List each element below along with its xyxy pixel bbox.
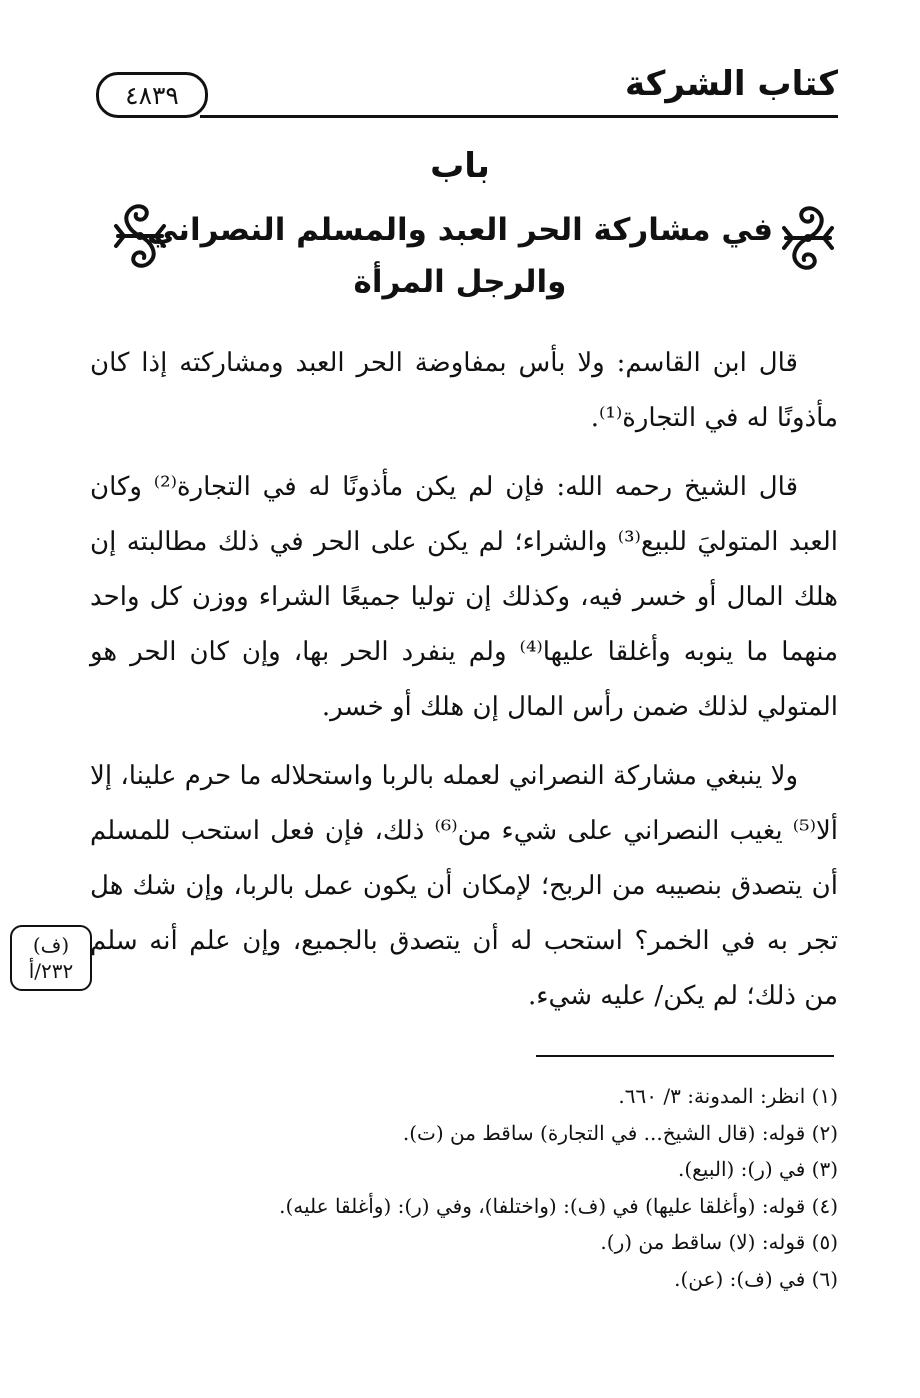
chapter-title-line1: في مشاركة الحر العبد والمسلم النصراني [146, 212, 774, 248]
footnote: (٦) في (ف): (عن). [674, 1266, 838, 1291]
page-number-badge [96, 72, 208, 118]
header-rule [200, 115, 838, 118]
paragraph: قال ابن القاسم: ولا بأس بمفاوضة الحر العبد ومشاركته إذا كان مأذونًا له في التجارة⁽¹⁾. [90, 348, 838, 433]
chapter-label: باب [430, 146, 490, 186]
margin-note-folio: ٢٣٢/أ [28, 959, 74, 983]
margin-note-manuscript: (ف) [32, 933, 70, 957]
paragraph: ولا ينبغي مشاركة النصراني لعمله بالربا واستحلاله ما حرم علينا، إلا ألا⁽⁵⁾ يغيب النصراني على شيء من⁽⁶⁾ ذلك، فإن فعل استحب للمسلم أن يتصدق بنصيبه من الربح؛ لإمكان أن يكون عمل بالربا، وإن شك هل تجر به في الخمر؟ استحب له أن يتصدق بالجميع، وإن علم أنه سلم من ذلك؛ لم يكن/ عليه شيء. [90, 761, 838, 1011]
footnote: (٢) قوله: (قال الشيخ... في التجارة) ساقط من (ت). [402, 1120, 838, 1145]
page-number: ٤٨٣٩ [125, 80, 179, 110]
footnote: (١) انظر: المدونة: ٣/ ٦٦٠. [618, 1084, 838, 1108]
floral-ornament-icon [778, 198, 838, 278]
footnote: (٣) في (ر): (البيع). [678, 1157, 838, 1181]
footnotes [90, 1078, 838, 1297]
chapter-title-line2: والرجل المرأة [353, 264, 567, 300]
body-text [90, 336, 838, 1038]
footnote: (٤) قوله: (وأغلقا عليها) في (ف): (واختلفا)، وفي (ر): (وأغلقا عليه). [279, 1193, 838, 1218]
floral-ornament-icon [110, 196, 170, 276]
manuscript-margin-note [10, 925, 92, 991]
footnote-separator [536, 1055, 834, 1057]
book-title: كتاب الشركة [625, 64, 838, 104]
paragraph: قال الشيخ رحمه الله: فإن لم يكن مأذونًا له في التجارة⁽²⁾ وكان العبد المتوليَ للبيع⁽³⁾ والشراء؛ لم يكن على الحر في ذلك مطالبته إن هلك المال أو خسر فيه، وكذلك إن توليا جميعًا الشراء ووزن كل واحد منهما ما ينوبه وأغلقا عليها⁽⁴⁾ ولم ينفرد الحر بها، وإن كان الحر هو المتولي لذلك ضمن رأس المال إن هلك أو خسر. [90, 472, 839, 722]
footnote: (٥) قوله: (لا) ساقط من (ر). [600, 1230, 838, 1254]
